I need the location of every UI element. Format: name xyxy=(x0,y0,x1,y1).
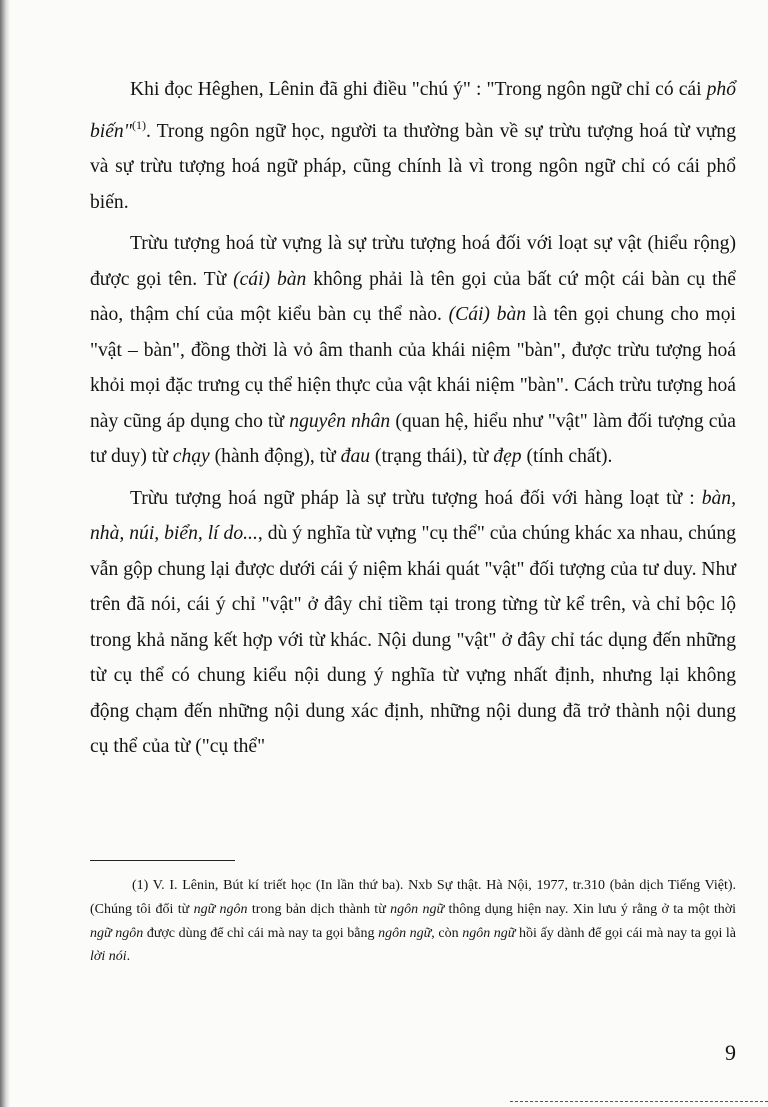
text-run: Trừu tượng hoá ngữ pháp là sự trừu tượng hoá đối với hàng loạt từ : xyxy=(130,487,702,509)
page-body xyxy=(90,72,736,765)
footnote-text: hồi ấy dành để gọi cái mà nay ta gọi là xyxy=(515,925,737,941)
italic-term: lời nói xyxy=(90,949,127,965)
text-run: (hành động), từ xyxy=(209,446,341,467)
italic-term: (Cái) bàn xyxy=(448,304,527,325)
italic-term: ngữ ngôn xyxy=(193,901,248,917)
text-run: không phải là tên gọi của bất cứ một cái bàn cụ thể nào, thậm chí của một kiểu bàn cụ thể nào. xyxy=(90,268,737,325)
paragraph-2 xyxy=(90,226,736,475)
footnote-text: (1) V. I. Lênin, Bút kí triết học (In lần thứ ba). Nxb Sự thật. Hà Nội, 1977, tr.310 (bản dịch Tiếng Việt). (Chúng tôi đổi từ xyxy=(90,878,736,917)
text-run: (tính chất). xyxy=(521,446,613,467)
closing-quote: " xyxy=(123,120,132,142)
scan-edge-shadow xyxy=(0,0,10,1107)
text-run: là tên gọi chung cho mọi "vật – bàn", đồng thời là vỏ âm thanh của khái niệm "bàn", được trừu tượng hoá khỏi mọi đặc trưng cụ thể hiện thực của vật khái niệm "bàn". Cách trừu tượng hoá này cũng áp dụng cho từ xyxy=(90,304,736,432)
scan-bottom-edge xyxy=(510,1101,768,1102)
footnote xyxy=(90,874,736,969)
footnote-text: được dùng để chỉ cái mà nay ta gọi bằng xyxy=(143,925,379,941)
italic-term: ngữ ngôn xyxy=(90,925,144,941)
italic-term: phổ biến xyxy=(90,79,736,142)
italic-term: ngôn ngữ xyxy=(378,925,432,941)
italic-term: bàn, nhà, núi, biển, lí do... xyxy=(90,487,736,544)
italic-term: chạy xyxy=(172,446,210,467)
italic-term: ngôn ngữ xyxy=(390,901,445,917)
page-number: 9 xyxy=(725,1040,736,1065)
footnote-text: thông dụng hiện nay. Xin lưu ý rằng ở ta một thời xyxy=(444,901,737,917)
text-run: Khi đọc Hêghen, Lênin đã ghi điều "chú ý" : "Trong ngôn ngữ chỉ có cái xyxy=(130,79,707,100)
italic-term: nguyên nhân xyxy=(289,410,391,432)
footnote-text: . xyxy=(126,949,131,965)
footnote-text: , còn xyxy=(431,925,463,941)
text-run: . Trong ngôn ngữ học, người ta thường bàn về sự trừu tượng hoá từ vựng và sự trừu tượng hoá ngữ pháp, cũng chính là vì trong ngôn ngữ chỉ có cái phổ biến. xyxy=(90,120,736,213)
text-run: (quan hệ, hiểu như "vật" làm đối tượng của tư duy) từ xyxy=(90,410,736,467)
footnote-marker: (1) xyxy=(131,117,146,132)
paragraph-3 xyxy=(90,481,736,765)
text-run: Trừu tượng hoá từ vựng là sự trừu tượng hoá đối với loạt sự vật (hiểu rộng) được gọi tên. Từ xyxy=(90,233,736,290)
text-run: (trạng thái), từ xyxy=(370,446,494,467)
italic-term: (cái) bàn xyxy=(233,268,307,290)
italic-term: ngôn ngữ xyxy=(462,925,516,941)
italic-term: đau xyxy=(340,446,371,467)
paragraph-1 xyxy=(90,72,736,220)
footnote-text: trong bản dịch thành từ xyxy=(247,901,391,917)
italic-term: đẹp xyxy=(493,446,522,467)
footnote-divider xyxy=(90,860,235,861)
text-run: , dù ý nghĩa từ vựng "cụ thể" của chúng khác xa nhau, chúng vẫn gộp chung lại được dưới cái ý niệm khái quát "vật" đối tượng của tư duy. Như trên đã nói, cái ý chỉ "vật" ở đây chỉ tiềm tại trong từng từ kể trên, và chỉ bộc lộ trong khả năng kết hợp với từ khác. Nội dung "vật" ở đây chỉ tác dụng đến những từ cụ thể có chung kiểu nội dung ý nghĩa từ vựng nhất định, nhưng lại không động chạm đến những nội dung xác định, những nội dung đã trở thành nội dung cụ thể của từ ("cụ thể" xyxy=(90,523,736,757)
